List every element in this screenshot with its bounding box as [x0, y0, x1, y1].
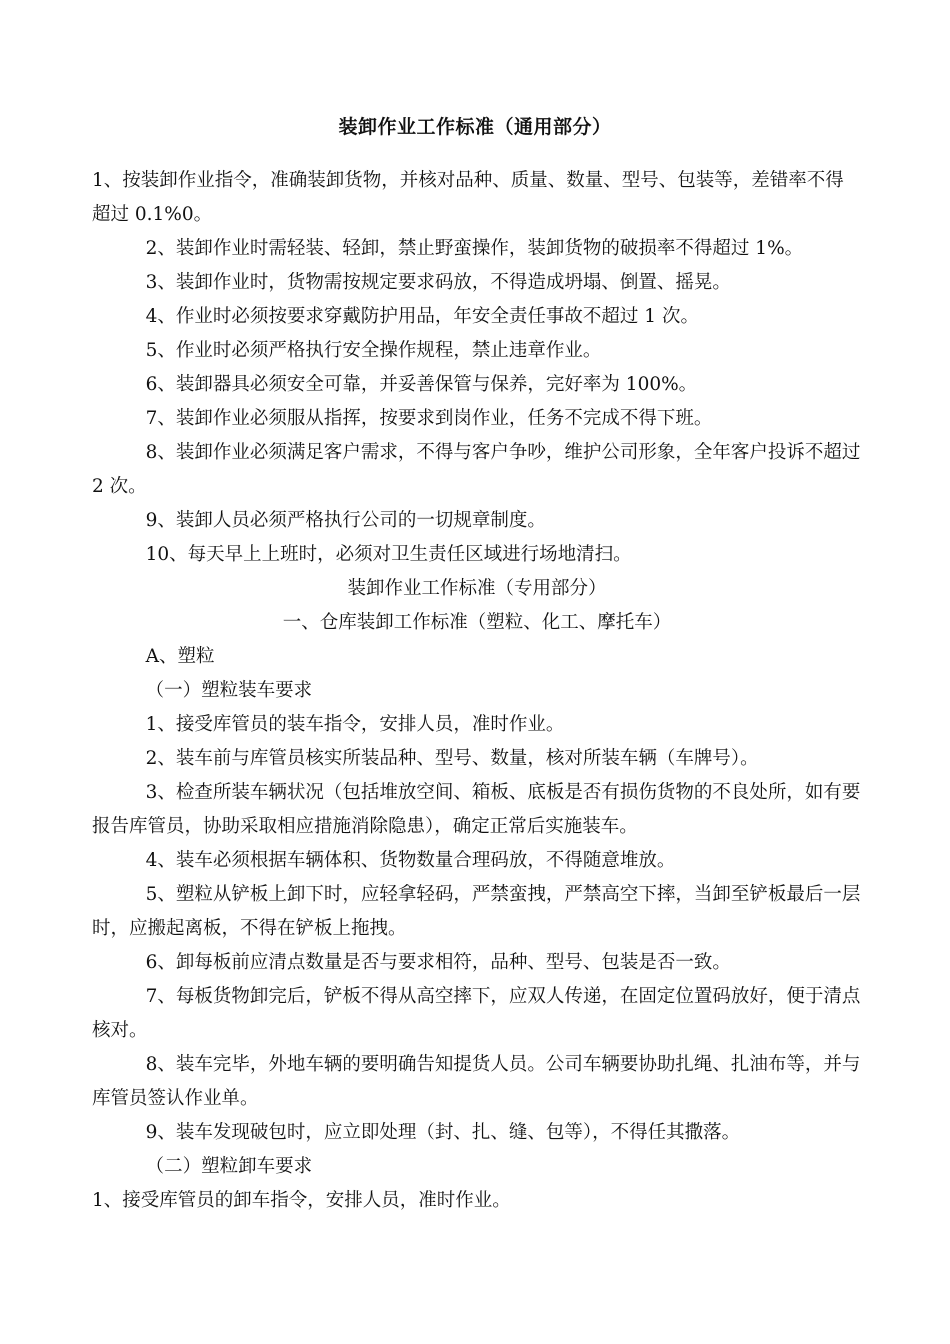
document-title: 装卸作业工作标准（通用部分） [338, 116, 612, 138]
paragraph: 6、装卸器具必须安全可靠，并妥善保管与保养，完好率为 100%。 [145, 374, 698, 395]
paragraph: 7、装卸作业必须服从指挥，按要求到岗作业，任务不完成不得下班。 [145, 408, 713, 429]
paragraph: 1、按装卸作业指令，准确装卸货物，并核对品种、质量、数量、型号、包装等，差错率不得超过 0.1%0。 [92, 170, 844, 225]
paragraph: 8、装卸作业必须满足客户需求，不得与客户争吵，维护公司形象，全年客户投诉不超过 2 次。 [92, 442, 867, 497]
paragraph: 5、作业时必须严格执行安全操作规程，禁止违章作业。 [145, 340, 602, 361]
paragraph: 1、接受库管员的装车指令，安排人员，准时作业。 [145, 714, 565, 735]
paragraph: 装卸作业工作标准（专用部分） [347, 578, 607, 599]
paragraph: 3、检查所装车辆状况（包括堆放空间、箱板、底板是否有损伤货物的不良处所，如有要报告库管员，协助采取相应措施消除隐患），确定正常后实施装车。 [92, 782, 861, 837]
paragraph: 4、作业时必须按要求穿戴防护用品，年安全责任事故不超过 1 次。 [145, 306, 699, 327]
paragraph: 9、装车发现破包时，应立即处理（封、扎、缝、包等），不得任其撒落。 [145, 1122, 741, 1143]
paragraph: 5、塑粒从铲板上卸下时，应轻拿轻码，严禁蛮拽，严禁高空下摔，当卸至铲板最后一层时，应搬起离板，不得在铲板上拖拽。 [92, 884, 861, 939]
document-body [92, 164, 867, 1218]
paragraph: 10、每天早上上班时，必须对卫生责任区域进行场地清扫。 [145, 544, 632, 565]
paragraph: 一、仓库装卸工作标准（塑粒、化工、摩托车） [282, 612, 672, 633]
paragraph: 4、装车必须根据车辆体积、货物数量合理码放，不得随意堆放。 [145, 850, 676, 871]
paragraph: （一）塑粒装车要求 [145, 680, 313, 701]
paragraph: 1、接受库管员的卸车指令，安排人员，准时作业。 [92, 1190, 511, 1211]
paragraph: 6、卸每板前应清点数量是否与要求相符，品种、型号、包装是否一致。 [145, 952, 731, 973]
paragraph: 9、装卸人员必须严格执行公司的一切规章制度。 [145, 510, 546, 531]
paragraph: 3、装卸作业时，货物需按规定要求码放，不得造成坍塌、倒置、摇晃。 [145, 272, 731, 293]
paragraph: 7、每板货物卸完后，铲板不得从高空摔下，应双人传递，在固定位置码放好，便于清点核对。 [92, 986, 861, 1041]
paragraph: 8、装车完毕，外地车辆的要明确告知提货人员。公司车辆要协助扎绳、扎油布等，并与库管员签认作业单。 [92, 1054, 861, 1109]
paragraph: A、塑粒 [145, 646, 215, 667]
paragraph: 2、装卸作业时需轻装、轻卸，禁止野蛮操作，装卸货物的破损率不得超过 1%。 [145, 238, 804, 259]
paragraph: 2、装车前与库管员核实所装品种、型号、数量，核对所装车辆（车牌号）。 [145, 748, 759, 769]
paragraph: （二）塑粒卸车要求 [145, 1156, 313, 1177]
